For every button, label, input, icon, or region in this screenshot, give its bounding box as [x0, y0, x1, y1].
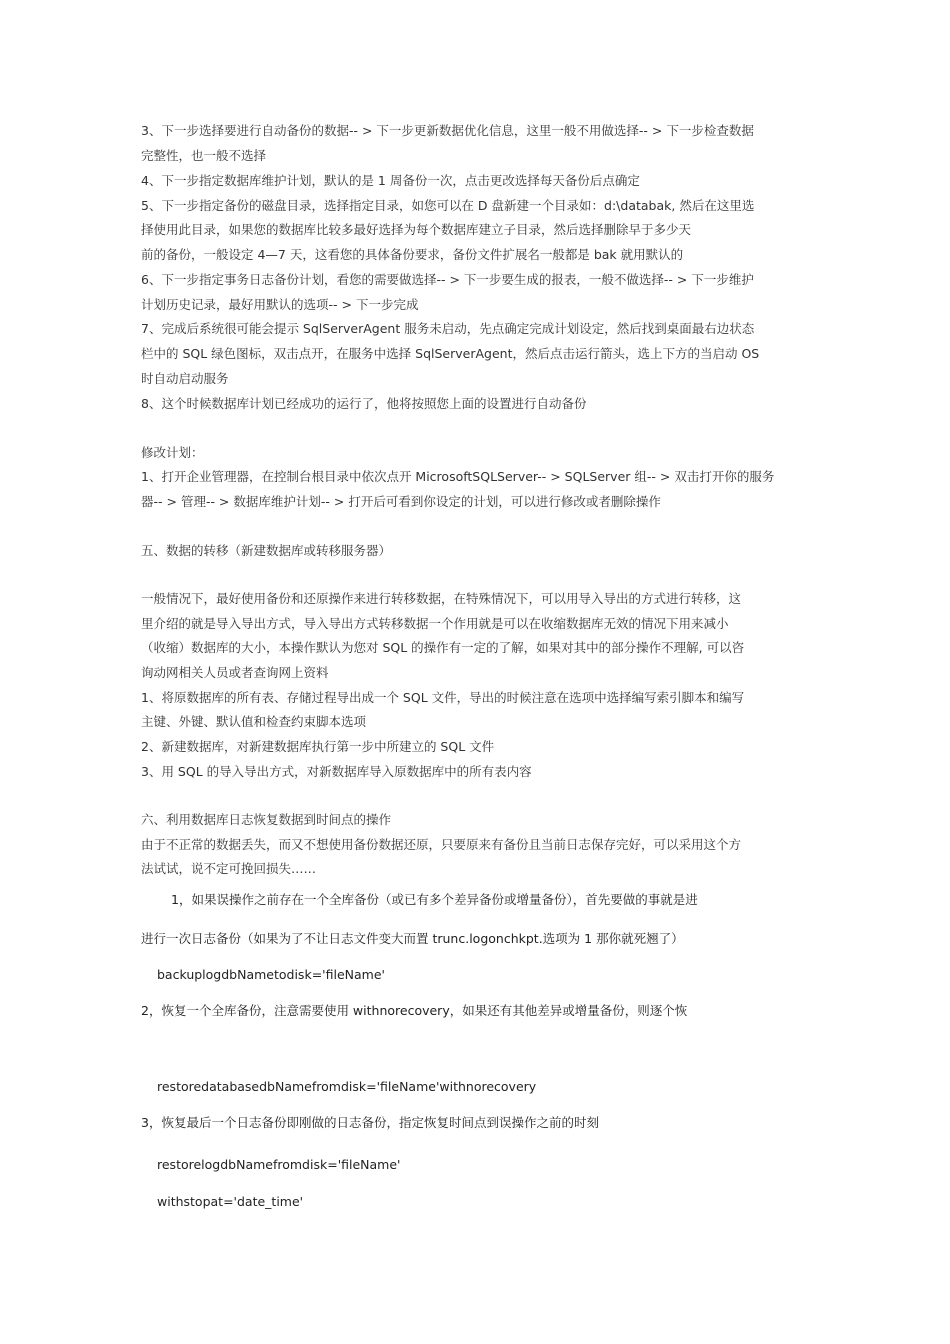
paragraph-line: 择使用此目录，如果您的数据库比较多最好选择为每个数据库建立子目录，然后选择删除早于多少天: [141, 222, 692, 237]
paragraph-line: 1、打开企业管理器，在控制台根目录中依次点开 MicrosoftSQLServer-- > SQLServer 组-- > 双击打开你的服务: [141, 469, 775, 484]
paragraph-line: 法试试，说不定可挽回损失……: [141, 861, 317, 876]
section-heading: 修改计划：: [141, 445, 204, 460]
paragraph-line: 8、这个时候数据库计划已经成功的运行了，他将按照您上面的设置进行自动备份: [141, 396, 587, 411]
paragraph-line: 里介绍的就是导入导出方式，导入导出方式转移数据一个作用就是可以在收缩数据库无效的情况下用来减小: [141, 616, 729, 631]
paragraph-line: 1、将原数据库的所有表、存储过程导出成一个 SQL 文件，导出的时候注意在选项中选择编写索引脚本和编写: [141, 690, 745, 705]
paragraph-line: 5、下一步指定备份的磁盘目录，选择指定目录，如您可以在 D 盘新建一个目录如：d:\databak, 然后在这里选: [141, 198, 755, 213]
paragraph-line: 时自动启动服务: [141, 371, 229, 386]
paragraph-line: 一般情况下，最好使用备份和还原操作来进行转移数据，在特殊情况下，可以用导入导出的方式进行转移，这: [141, 591, 742, 606]
paragraph-line: 器-- > 管理-- > 数据库维护计划-- > 打开后可看到你设定的计划，可以进行修改或者删除操作: [141, 494, 661, 509]
code-line: withstopat='date_time': [157, 1194, 304, 1209]
step-line: 3，恢复最后一个日志备份即刚做的日志备份，指定恢复时间点到误操作之前的时刻: [141, 1115, 599, 1130]
code-line: backuplogdbNametodisk='fileName': [157, 967, 385, 982]
paragraph-line: 计划历史记录，最好用默认的选项-- > 下一步完成: [141, 297, 419, 312]
paragraph-line: 主键、外键、默认值和检查约束脚本选项: [141, 714, 367, 729]
paragraph-line: 完整性，也一般不选择: [141, 148, 267, 163]
paragraph-line: 询动网相关人员或者查询网上资料: [141, 665, 329, 680]
paragraph-line: （收缩）数据库的大小，本操作默认为您对 SQL 的操作有一定的了解，如果对其中的部分操作不理解, 可以咨: [141, 640, 745, 655]
section-heading: 五、数据的转移（新建数据库或转移服务器）: [141, 543, 392, 558]
code-line: restorelogdbNamefromdisk='fileName': [157, 1157, 401, 1172]
step-line: 2，恢复一个全库备份，注意需要使用 withnorecovery，如果还有其他差异或增量备份，则逐个恢: [141, 1003, 688, 1018]
step-line: 1，如果误操作之前存在一个全库备份（或已有多个差异备份或增量备份），首先要做的事就是进: [171, 892, 698, 907]
paragraph-line: 前的备份，一般设定 4—7 天，这看您的具体备份要求，备份文件扩展名一般都是 bak 就用默认的: [141, 247, 684, 262]
paragraph-line: 由于不正常的数据丢失，而又不想使用备份数据还原，只要原来有备份且当前日志保存完好，可以采用这个方: [141, 837, 742, 852]
paragraph-line: 4、下一步指定数据库维护计划，默认的是 1 周备份一次，点击更改选择每天备份后点确定: [141, 173, 640, 188]
paragraph-line: 6、下一步指定事务日志备份计划，看您的需要做选择-- > 下一步要生成的报表，一般不做选择-- > 下一步维护: [141, 272, 754, 287]
code-line: restoredatabasedbNamefromdisk='fileName'withnorecovery: [157, 1079, 537, 1094]
paragraph-line: 2、新建数据库，对新建数据库执行第一步中所建立的 SQL 文件: [141, 739, 495, 754]
step-line: 进行一次日志备份（如果为了不让日志文件变大而置 trunc.logonchkpt.选项为 1 那你就死翘了）: [141, 931, 684, 946]
section-heading: 六、利用数据库日志恢复数据到时间点的操作: [141, 812, 392, 827]
paragraph-line: 栏中的 SQL 绿色图标，双击点开，在服务中选择 SqlServerAgent，然后点击运行箭头，选上下方的当启动 OS: [141, 346, 760, 361]
paragraph-line: 7、完成后系统很可能会提示 SqlServerAgent 服务未启动，先点确定完成计划设定，然后找到桌面最右边状态: [141, 321, 755, 336]
paragraph-line: 3、用 SQL 的导入导出方式，对新数据库导入原数据库中的所有表内容: [141, 764, 532, 779]
paragraph-line: 3、下一步选择要进行自动备份的数据-- > 下一步更新数据优化信息，这里一般不用做选择-- > 下一步检查数据: [141, 123, 754, 138]
